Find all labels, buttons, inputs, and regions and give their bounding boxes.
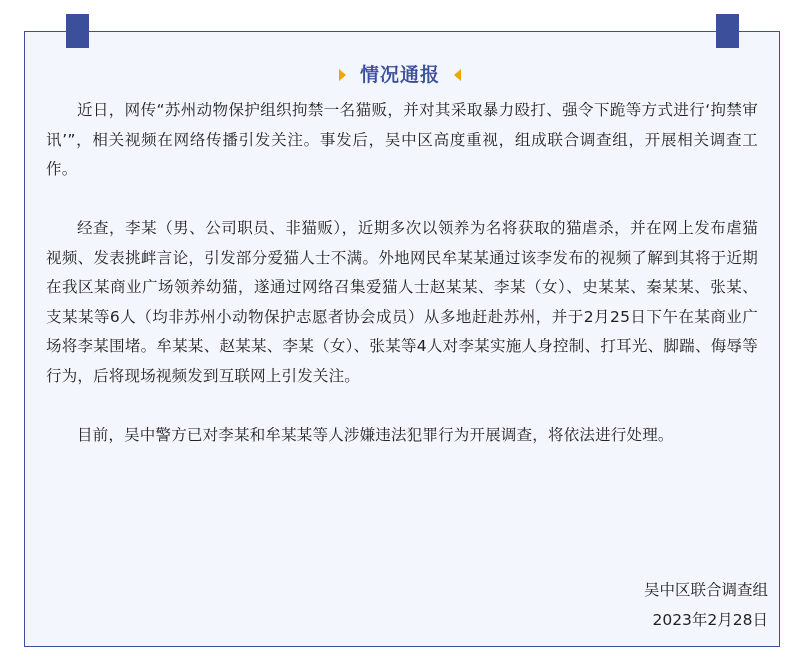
notice-body xyxy=(46,96,758,480)
frame-tab-left xyxy=(66,14,89,48)
signature-organization: 吴中区联合调查组 xyxy=(643,581,768,599)
signature-date: 2023年2月28日 xyxy=(652,611,768,629)
paragraph-3: 目前，吴中警方已对李某和牟某某等人涉嫌违法犯罪行为开展调查，将依法进行处理。 xyxy=(77,425,674,444)
notice-title: 情况通报 xyxy=(359,64,440,86)
arrow-right-icon xyxy=(339,69,346,81)
paragraph-1: 近日，网传“苏州动物保护组织拘禁一名猫贩，并对其采取暴力殴打、强令下跪等方式进行‘拘禁审讯’”，相关视频在网络传播引发关注。事发后，吴中区高度重视，组成联合调查组，开展相关调查工作。 xyxy=(46,101,758,178)
paragraph-2: 经查，李某（男、公司职员、非猫贩），近期多次以领养为名将获取的猫虐杀，并在网上发布虐猫视频、发表挑衅言论，引发部分爱猫人士不满。外地网民牟某某通过该李发布的视频了解到其将于近期在我区某商业广场领养幼猫，遂通过网络召集爱猫人士赵某某、李某（女）、史某某、秦某某、张某、支某某等6人（均非苏州小动物保护志愿者协会成员）从多地赶赴苏州，并于2月25日下午在某商业广场将李某围堵。牟某某、赵某某、李某（女）、张某等4人对李某实施人身控制、打耳光、脚踹、侮辱等行为，后将现场视频发到互联网上引发关注。 xyxy=(46,219,758,385)
frame-tab-right xyxy=(716,14,739,48)
arrow-left-icon xyxy=(454,69,461,81)
title-row xyxy=(0,60,800,90)
signature-block xyxy=(644,575,768,635)
